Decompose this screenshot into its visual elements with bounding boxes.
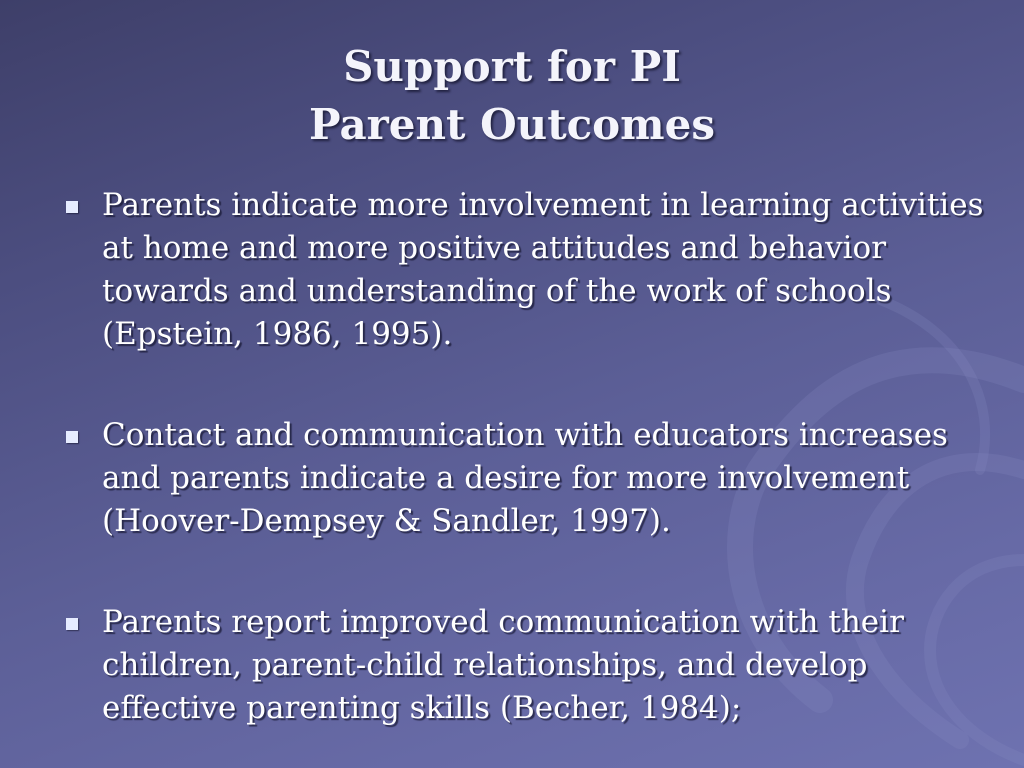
- title-line-2: Parent Outcomes: [309, 100, 715, 149]
- bullet-text: Contact and communication with educators increases and parents indicate a desire for more involvement (Hoover-Dempsey & Sandler, 1997).: [102, 417, 948, 539]
- square-bullet-icon: [66, 618, 78, 630]
- bullet-item: [62, 601, 992, 730]
- title-line-1: Support for PI: [343, 42, 681, 91]
- slide-title: [0, 38, 1024, 154]
- square-bullet-icon: [66, 431, 78, 443]
- bullet-list: [62, 184, 992, 730]
- bullet-item: [62, 414, 992, 543]
- bullet-text: Parents report improved communication with their children, parent-child relationships, and develop effective parenting skills (Becher, 1984);: [102, 604, 904, 726]
- bullet-text: Parents indicate more involvement in learning activities at home and more positive attitudes and behavior towards and understanding of the work of schools (Epstein, 1986, 1995).: [102, 187, 984, 352]
- square-bullet-icon: [66, 201, 78, 213]
- bullet-item: [62, 184, 992, 356]
